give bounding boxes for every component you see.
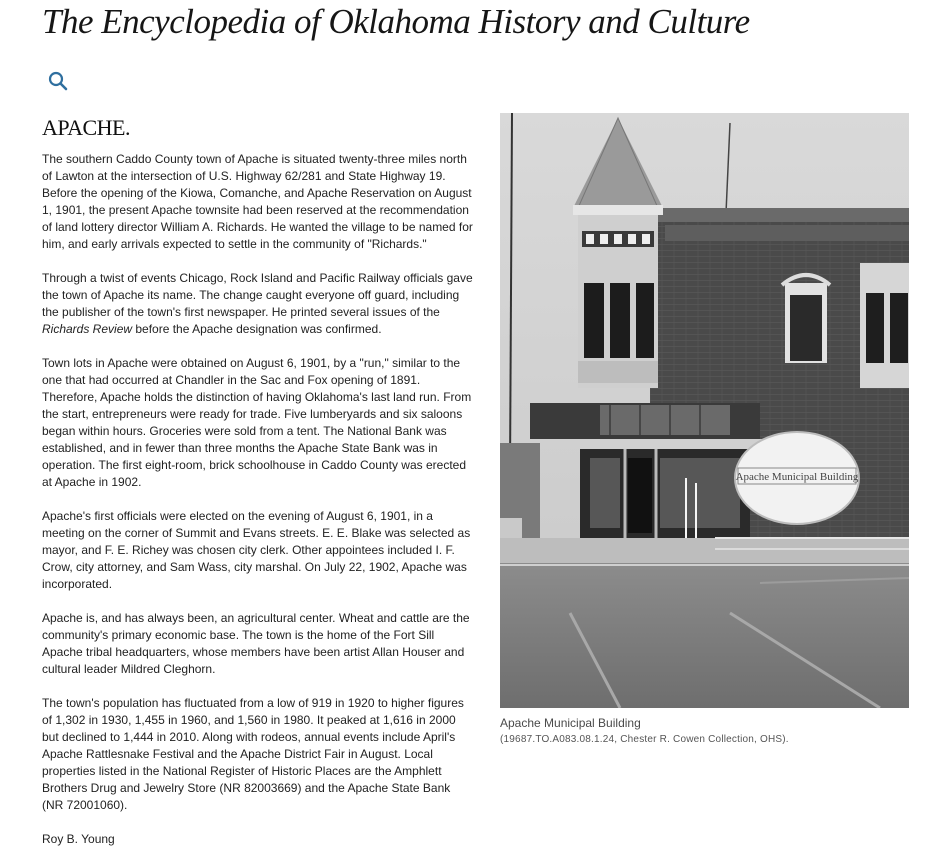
paragraph-text: Through a twist of events Chicago, Rock Island and Pacific Railway officials gave the town of Apache its name. The change caught everyone off guard, including the publisher of the town's first newspaper. He printed several issues of the xyxy=(42,271,473,319)
article-paragraph: Town lots in Apache were obtained on August 6, 1901, by a "run," similar to the one that had occurred at Chandler in the Sac and Fox opening of 1891. Therefore, Apache holds the distinction of having Oklahoma's last land run. From the start, entrepreneurs were ready for trade. Five lumberyards and six saloons began within hours. Groceries were sold from a tent. The National Bank was established, and in fewer than three months the Apache State Bank was in operation. The first eight-room, brick schoolhouse in Caddo County was erected at Apache in 1902. xyxy=(42,356,472,489)
figure xyxy=(500,113,909,747)
newspaper-title: Richards Review xyxy=(42,322,133,336)
article-paragraph: The town's population has fluctuated from a low of 919 in 1920 to higher figures of 1,302 in 1930, 1,455 in 1960, and 1,560 in 1980. It peaked at 1,616 in 2000 but declined to 1,444 in 2010. Along with rodeos, annual events include April's Apache Rattlesnake Festival and the Apache District Fair in August. Local properties listed in the National Register of Historic Places are the Amphlett Brothers Drug and Jewelry Store (NR 82003669) and the Apache State Bank (NR 72001060). xyxy=(42,696,464,812)
article-paragraph: The southern Caddo County town of Apache is situated twenty-three miles north of Lawton at the intersection of U.S. Highway 62/281 and State Highway 19. Before the opening of the Kiowa, Comanche, and Apache Reservation on August 1, 1901, the present Apache townsite had been reserved at the recommendation of land lottery director William A. Richards. He wanted the village to be named for him, and early arrivals expected to settle in the community of "Richards." xyxy=(42,152,473,251)
site-title[interactable]: The Encyclopedia of Oklahoma History and Culture xyxy=(42,2,750,41)
search-icon xyxy=(47,70,69,92)
figure-caption: Apache Municipal Building xyxy=(500,716,641,730)
article-paragraph: Apache's first officials were elected on the evening of August 6, 1901, in a meeting on the corner of Summit and Evans streets. E. E. Blake was selected as mayor, and F. E. Richey was chosen city clerk. Other appointees included I. F. Crow, city attorney, and Sam Wass, city marshal. On July 22, 1902, Apache was incorporated. xyxy=(42,509,471,591)
article-paragraph: Apache is, and has always been, an agricultural center. Wheat and cattle are the community's primary economic base. The town is the home of the Fort Sill Apache tribal headquarters, whose members have been artist Allan Houser and cultural leader Mildred Cleghorn. xyxy=(42,611,470,676)
paragraph-text: before the Apache designation was confirmed. xyxy=(132,322,382,336)
apache-municipal-building-photo[interactable] xyxy=(500,113,909,708)
article-paragraph xyxy=(42,270,474,338)
author-name: Roy B. Young xyxy=(42,832,115,846)
article-body xyxy=(42,151,474,865)
entry-title: APACHE. xyxy=(42,115,130,140)
search-button[interactable] xyxy=(47,70,69,92)
sign-text: Apache Municipal Building xyxy=(735,471,859,483)
figure-credit: (19687.TO.A083.08.1.24, Chester R. Cowen Collection, OHS). xyxy=(500,734,789,745)
